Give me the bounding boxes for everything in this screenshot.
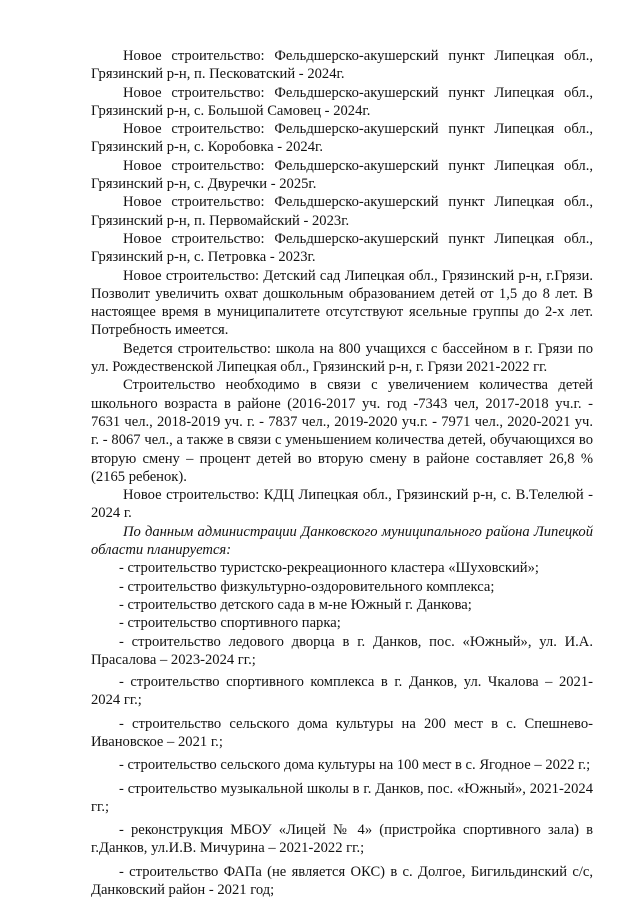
paragraph-dankov-intro: По данным администрации Данковского муниципального района Липецкой области планируется:: [91, 523, 593, 559]
paragraph-fap-bolshoy-samovets: Новое строительство: Фельдшерско-акушерский пункт Липецкая обл., Грязинский р-н, с. Большой Самовец - 2024г.: [91, 84, 593, 119]
list-item-fap-dolgoe: - строительство ФАПа (не является ОКС) в с. Долгое, Бигильдинский с/с, Данковский район - 2021 год;: [91, 863, 593, 899]
document-body: [91, 47, 593, 904]
paragraph-school-gryazi: Ведется строительство: школа на 800 учащихся с бассейном в г. Грязи по ул. Рождественской Липецкая обл., Грязинский р-н, г. Грязи 2021-2022 гг.: [91, 340, 593, 376]
list-item-ice-palace: - строительство ледового дворца в г. Данков, пос. «Южный», ул. И.А. Прасалова – 2023-2024 гг.;: [91, 633, 593, 668]
list-item-culture-house-speshnevo: - строительство сельского дома культуры на 200 мест в с. Спешнево-Ивановское – 2021 г.;: [91, 715, 593, 750]
paragraph-school-justification: Строительство необходимо в связи с увеличением количества детей школьного возраста в районе (2016-2017 уч. год -7343 чел, 2017-2018 уч.г. - 7631 чел., 2018-2019 уч. г. - 7837 чел., 2019-2020 уч.г. - 7971 чел., 2020-2021 уч. г. - 8067 чел., а также в связи с уменьшением количества детей, обучающихся во вторую смену – процент детей во вторую смену в районе составляет 26,8 % (2165 ребенок).: [91, 377, 593, 485]
list-item-culture-house-yagodnoe: - строительство сельского дома культуры на 100 мест в с. Ягодное – 2022 г.;: [119, 757, 591, 774]
paragraph-fap-petrovka: Новое строительство: Фельдшерско-акушерский пункт Липецкая обл., Грязинский р-н, с. Петровка - 2023г.: [91, 230, 593, 266]
list-item-sports-complex: - строительство физкультурно-оздоровительного комплекса;: [119, 578, 495, 595]
paragraph-fap-peskovatsky: Новое строительство: Фельдшерско-акушерский пункт Липецкая обл., Грязинский р-н, п. Песковатский - 2024г.: [91, 48, 593, 83]
paragraph-kindergarten-gryazi: Новое строительство: Детский сад Липецкая обл., Грязинский р-н, г.Грязи. Позволит увеличить охват дошкольным образованием детей от 1,5 до 8 лет. В настоящее время в муниципалитете отсутствуют ясельные группы до 2-х лет. Потребность имеется.: [91, 267, 593, 339]
list-item-lyceum-reconstruction: - реконструкция МБОУ «Лицей № 4» (пристройка спортивного зала) в г.Данков, ул.И.В. Мичурина – 2021-2022 гг.;: [91, 822, 593, 857]
list-item-sports-park: - строительство спортивного парка;: [119, 615, 341, 632]
paragraph-fap-dvurechki: Новое строительство: Фельдшерско-акушерский пункт Липецкая обл., Грязинский р-н, с. Двуречки - 2025г.: [91, 157, 593, 193]
list-item-tourist-cluster: - строительство туристско-рекреационного кластера «Шуховский»;: [119, 560, 539, 577]
paragraph-kdc-telelyuy: Новое строительство: КДЦ Липецкая обл., Грязинский р-н, с. В.Телелюй - 2024 г.: [91, 487, 593, 522]
list-item-music-school: - строительство музыкальной школы в г. Данков, пос. «Южный», 2021-2024 гг.;: [91, 780, 593, 815]
paragraph-fap-pervomaysky: Новое строительство: Фельдшерско-акушерский пункт Липецкая обл., Грязинский р-н, п. Первомайский - 2023г.: [91, 194, 593, 229]
list-item-chkalova-sports-complex: - строительство спортивного комплекса в г. Данков, ул. Чкалова – 2021-2024 гг.;: [91, 674, 593, 709]
paragraph-fap-korobovka: Новое строительство: Фельдшерско-акушерский пункт Липецкая обл., Грязинский р-н, с. Коробовка - 2024г.: [91, 121, 593, 156]
list-item-kindergarten-dankov: - строительство детского сада в м-не Южный г. Данкова;: [119, 596, 472, 613]
